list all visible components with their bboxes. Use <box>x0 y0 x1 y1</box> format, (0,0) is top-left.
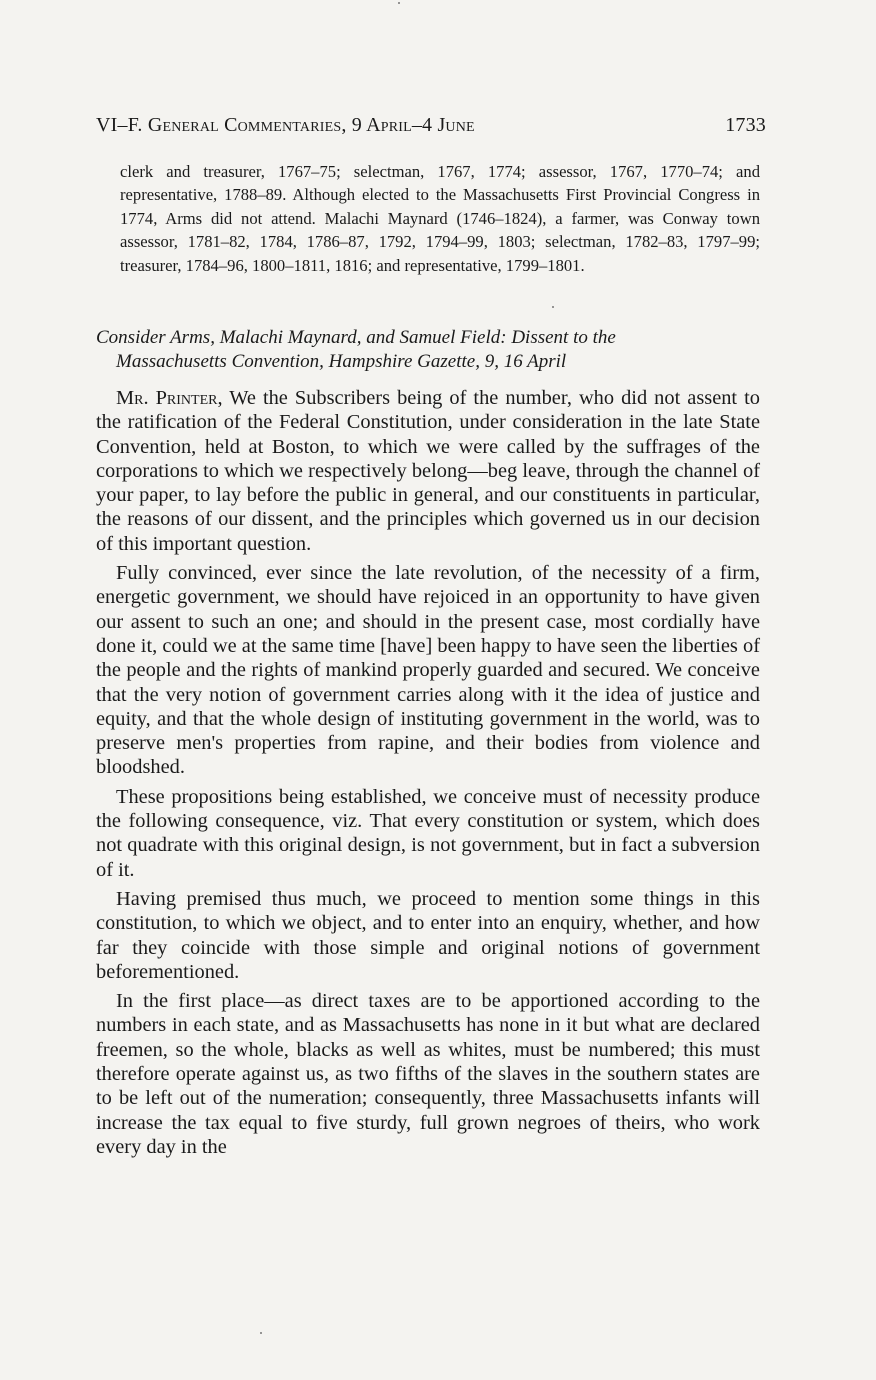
paragraph-3: These propositions being established, we conceive must of necessity produce the following consequence, viz. That every constitution or system, which does not quadrate with this original design, is not government, but in fact a subversion of it. <box>96 785 760 881</box>
footnote-continuation <box>96 160 760 277</box>
document-title-line-1: Consider Arms, Malachi Maynard, and Samuel Field: Dissent to the <box>96 327 616 348</box>
running-head-title: VI–F. General Commentaries, 9 April–4 June <box>96 114 475 136</box>
scan-speck <box>260 1332 262 1334</box>
document-title <box>96 326 760 374</box>
salutation: Mr. Printer, <box>116 387 223 409</box>
footnote-text: clerk and treasurer, 1767–75; selectman, 1767, 1774; assessor, 1767, 1770–74; and representative, 1788–89. Although elected to the Massachusetts First Provincial Congress in 1774, Arms did not attend. Malachi Maynard (1746–1824), a farmer, was Conway town assessor, 1781–82, 1784, 1786–87, 1792, 1794–99, 1803; selectman, 1782–83, 1797–99; treasurer, 1784–96, 1800–1811, 1816; and representative, 1799–1801. <box>120 162 760 275</box>
running-head <box>96 114 766 140</box>
paragraph-5: In the first place—as direct taxes are to be apportioned according to the numbers in each state, and as Massachusetts has none in it but what are declared freemen, so the whole, blacks as well as whites, must be numbered; this must therefore operate against us, as two fifths of the slaves in the southern states are to be left out of the numeration; consequently, three Massachusetts infants will increase the tax equal to five sturdy, full grown negroes of theirs, who work every day in the <box>96 990 760 1158</box>
page-number: 1733 <box>725 114 766 136</box>
paragraph-1-text: We the Subscribers being of the number, who did not assent to the ratification of the Federal Constitution, under consideration in the late State Convention, held at Boston, to which we were called by the suffrages of the corporations to which we respectively belong—beg leave, through the channel of your paper, to lay before the public in general, and our constituents in particular, the reasons of our dissent, and the principles which governed us in our decision of this important question. <box>96 387 760 555</box>
document-body <box>96 386 760 1164</box>
scan-speck <box>552 306 554 308</box>
document-title-line-2: Massachusetts Convention, Hampshire Gazette, 9, 16 April <box>116 351 567 372</box>
paragraph-1 <box>96 386 760 556</box>
paragraph-2: Fully convinced, ever since the late revolution, of the necessity of a firm, energetic government, we should have rejoiced in an opportunity to have given our assent to such an one; and should in the present case, most cordially have done it, could we at the same time [have] been happy to have seen the liberties of the people and the rights of mankind properly guarded and secured. We conceive that the very notion of government carries along with it the idea of justice and equity, and that the whole design of instituting government in the world, was to preserve men's properties from rapine, and their bodies from violence and bloodshed. <box>96 562 760 779</box>
paragraph-4: Having premised thus much, we proceed to mention some things in this constitution, to which we object, and to enter into an enquiry, whether, and how far they coincide with those simple and original notions of government beforementioned. <box>96 887 760 983</box>
scan-speck <box>398 2 400 4</box>
